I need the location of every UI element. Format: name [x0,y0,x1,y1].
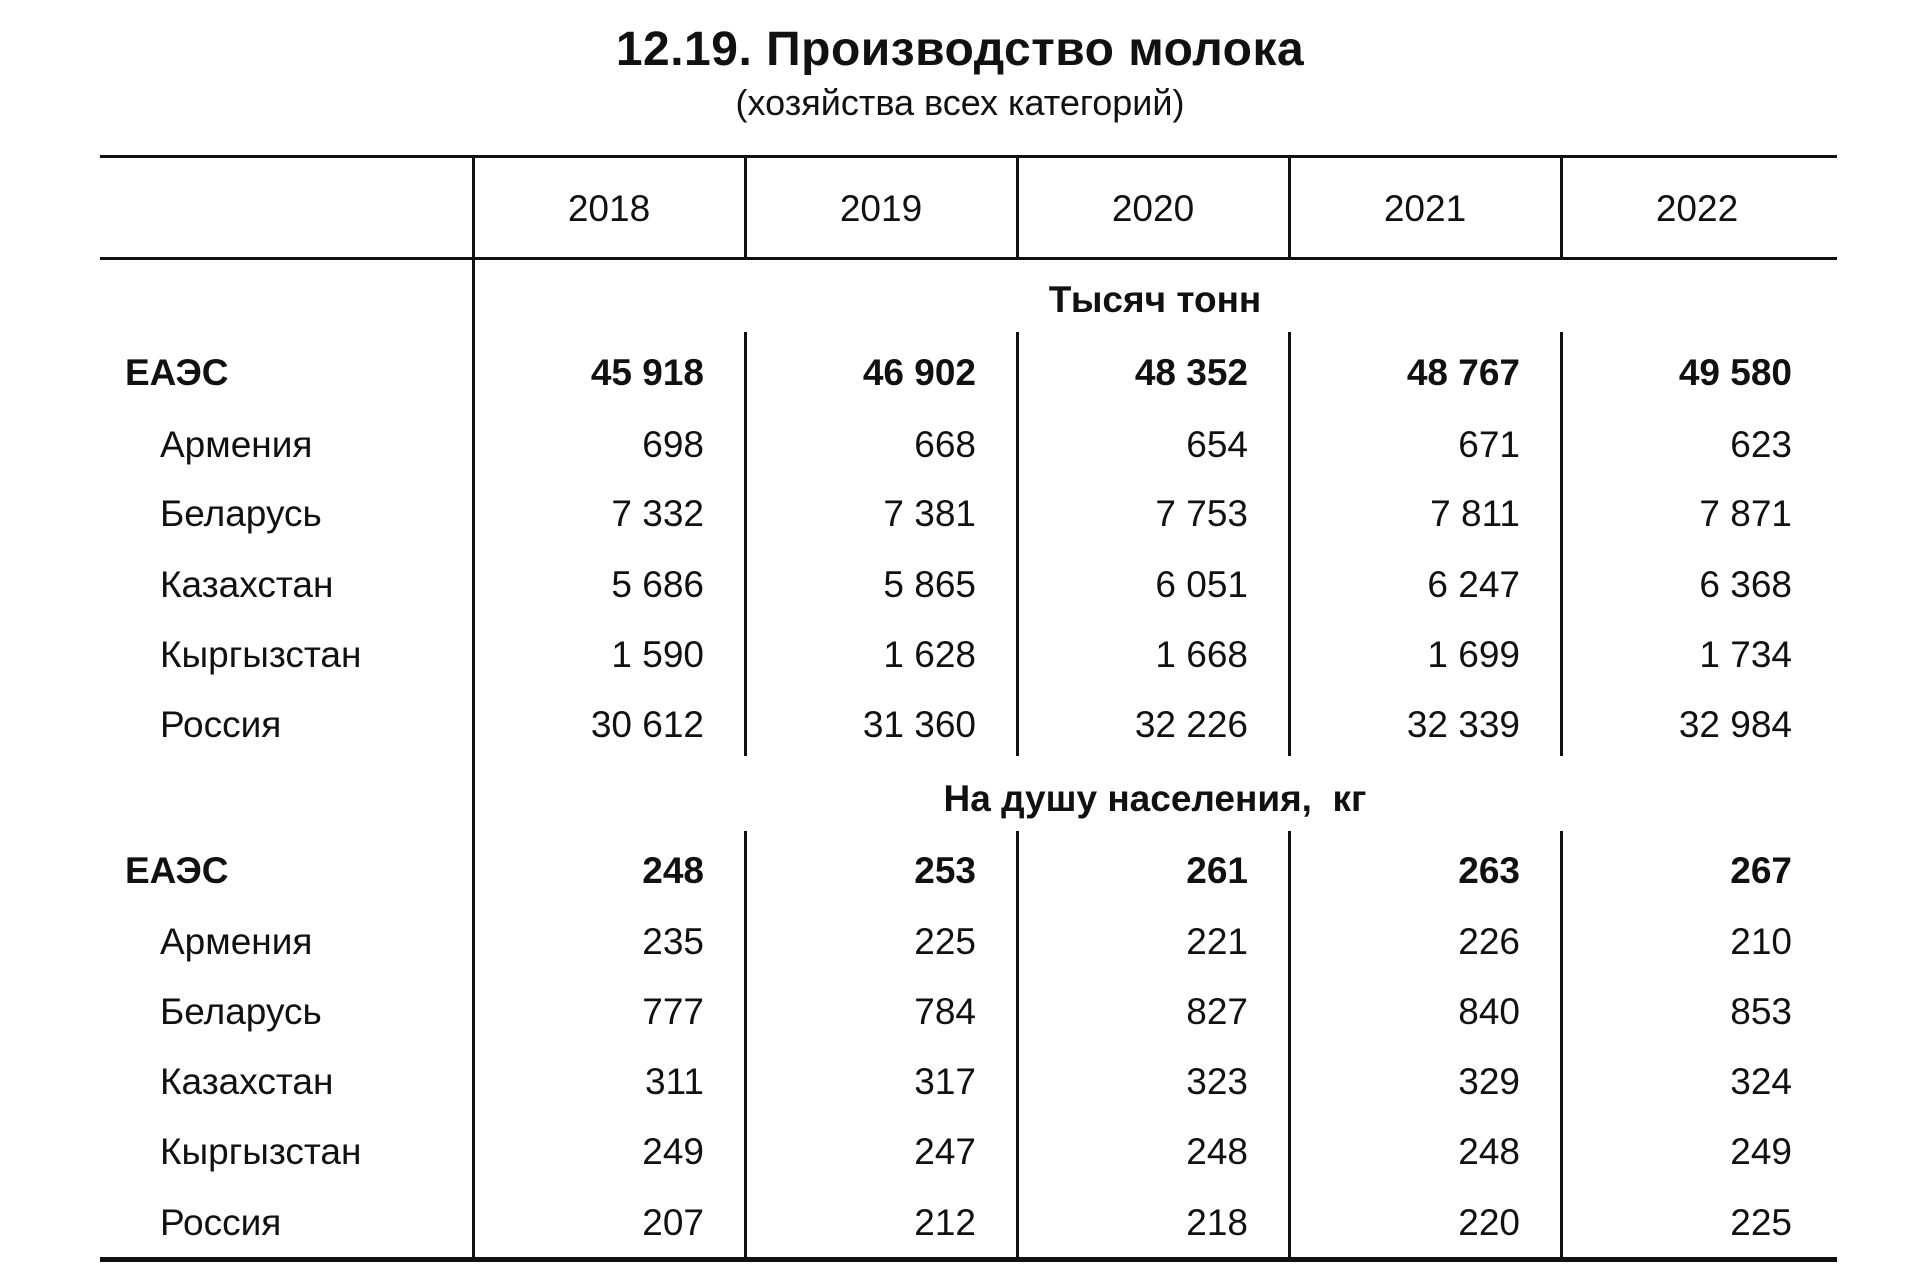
table-cell: 220 [1458,1202,1520,1243]
year-header-2019: 2019 [839,188,923,229]
table-cell: 248 [642,850,704,891]
table-cell: 31 360 [862,704,976,745]
table-cell: 32 339 [1406,704,1520,745]
row-label: Кыргызстан [160,634,362,675]
row-label: Россия [160,1202,282,1243]
table-cell: 784 [914,991,976,1032]
column-divider [1560,332,1563,756]
table-cell: 668 [914,424,976,465]
table-cell: 853 [1730,991,1792,1032]
table-cell: 5 865 [883,564,976,605]
table-cell: 1 628 [883,634,976,675]
table-cell: 698 [642,424,704,465]
table-cell: 7 753 [1155,493,1248,534]
row-label: Армения [160,424,313,465]
table-cell: 249 [1730,1131,1792,1172]
table-cell: 777 [642,991,704,1032]
table-cell: 218 [1186,1202,1248,1243]
header-rule [100,257,1837,260]
table-cell: 7 811 [1430,493,1520,534]
table-cell: 32 226 [1134,704,1248,745]
row-label: Казахстан [160,1061,334,1102]
table-cell: 248 [1458,1131,1520,1172]
row-label: Кыргызстан [160,1131,362,1172]
top-rule [100,155,1837,158]
table-cell: 827 [1186,991,1248,1032]
table-cell: 263 [1458,850,1520,891]
table-cell: 32 984 [1678,704,1792,745]
table-cell: 6 247 [1427,564,1520,605]
table-cell: 210 [1730,921,1792,962]
table-cell: 46 902 [862,352,976,393]
row-label: Беларусь [160,991,322,1032]
table-cell: 7 332 [611,493,704,534]
row-label: Россия [160,704,282,745]
row-label: ЕАЭС [125,850,229,891]
table-cell: 49 580 [1678,352,1792,393]
table-cell: 253 [914,850,976,891]
table-cell: 623 [1730,424,1792,465]
table-cell: 225 [914,921,976,962]
column-divider [744,332,747,756]
table-cell: 235 [642,921,704,962]
table-cell: 311 [645,1061,704,1102]
table-cell: 1 699 [1427,634,1520,675]
table-cell: 48 767 [1406,352,1520,393]
column-divider [744,831,747,1257]
table-cell: 1 734 [1699,634,1792,675]
table-cell: 226 [1458,921,1520,962]
section-header-thousand-tonnes: Тысяч тонн [1048,279,1262,320]
column-divider [1288,332,1291,756]
table-cell: 5 686 [611,564,704,605]
table-cell: 248 [1186,1131,1248,1172]
table-cell: 6 368 [1699,564,1792,605]
column-divider [1288,831,1291,1257]
year-header-2018: 2018 [567,188,651,229]
table-cell: 261 [1186,850,1248,891]
row-label: Беларусь [160,493,322,534]
row-label: Армения [160,921,313,962]
table-cell: 249 [642,1131,704,1172]
column-divider [1016,831,1019,1257]
table-cell: 1 590 [611,634,704,675]
table-cell: 207 [642,1202,704,1243]
section-header-per-capita: На душу населения, кг [943,778,1367,819]
table-title: 12.19. Производство молока [615,23,1305,76]
table-cell: 323 [1186,1061,1248,1102]
table-cell: 329 [1458,1061,1520,1102]
row-label: ЕАЭС [125,352,229,393]
column-divider [1016,332,1019,756]
table-cell: 7 871 [1699,493,1792,534]
row-label: Казахстан [160,564,334,605]
table-cell: 671 [1458,424,1520,465]
bottom-rule [100,1257,1837,1262]
table-cell: 221 [1186,921,1248,962]
table-cell: 212 [914,1202,976,1243]
table-cell: 247 [914,1131,976,1172]
table-cell: 654 [1186,424,1248,465]
table-cell: 317 [914,1061,976,1102]
table-cell: 225 [1730,1202,1792,1243]
table-cell: 7 381 [883,493,976,534]
table-cell: 840 [1458,991,1520,1032]
stub-divider [472,260,475,1257]
table-cell: 267 [1730,850,1792,891]
table-cell: 6 051 [1155,564,1248,605]
year-header-2020: 2020 [1111,188,1195,229]
table-cell: 324 [1730,1061,1792,1102]
table-subtitle: (хозяйства всех категорий) [735,82,1185,123]
year-header-2021: 2021 [1383,188,1467,229]
table-cell: 45 918 [590,352,704,393]
column-divider [1560,831,1563,1257]
table-cell: 30 612 [590,704,704,745]
table-cell: 1 668 [1155,634,1248,675]
year-header-2022: 2022 [1655,188,1739,229]
table-cell: 48 352 [1134,352,1248,393]
